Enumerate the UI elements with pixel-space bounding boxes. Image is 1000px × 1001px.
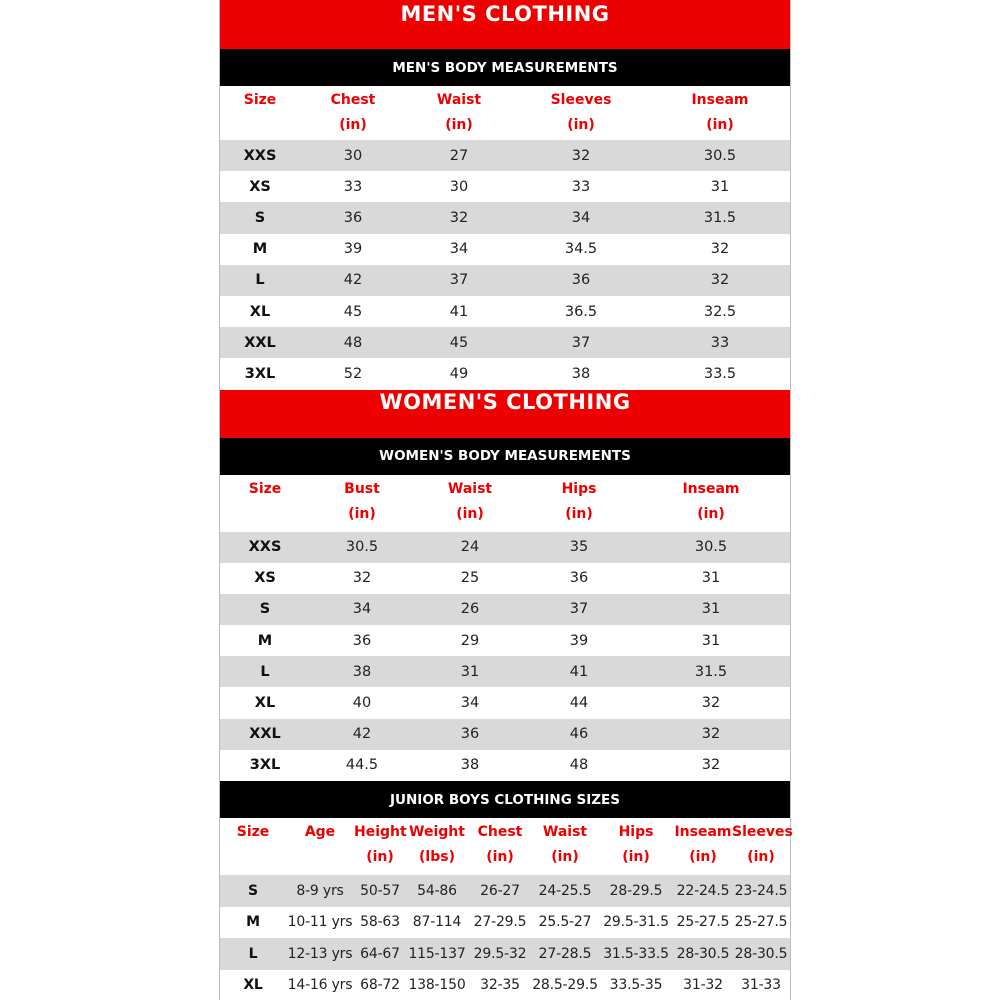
- table-cell: 32: [406, 202, 512, 233]
- table-cell: 25.5-27: [532, 907, 598, 939]
- table-cell: 52: [300, 358, 406, 389]
- table-cell: 115-137: [406, 938, 468, 970]
- table-cell: 37: [526, 594, 632, 625]
- size-label: XXS: [220, 140, 300, 171]
- column-name: Waist: [532, 820, 598, 845]
- table-cell: 34.5: [512, 234, 650, 265]
- table-row: [220, 687, 790, 718]
- table-cell: 41: [526, 656, 632, 687]
- mens-banner: [220, 0, 790, 49]
- table-cell: 44: [526, 687, 632, 718]
- table-cell: 35: [526, 532, 632, 563]
- table-cell: 25-27.5: [674, 907, 732, 939]
- size-label: S: [220, 875, 286, 907]
- table-row: [220, 625, 790, 656]
- column-unit: (in): [632, 502, 790, 527]
- table-row: [220, 938, 790, 970]
- table-row: [220, 656, 790, 687]
- womens-table: [220, 475, 790, 782]
- junior-body: [220, 875, 790, 1001]
- table-cell: 45: [300, 296, 406, 327]
- junior-subheader: [220, 781, 790, 818]
- table-cell: 34: [406, 234, 512, 265]
- junior-table: [220, 818, 790, 1001]
- table-cell: 22-24.5: [674, 875, 732, 907]
- size-label: XL: [220, 687, 310, 718]
- column-name: Chest: [300, 88, 406, 113]
- table-cell: 28-30.5: [732, 938, 790, 970]
- table-cell: 33: [512, 171, 650, 202]
- mens-col-header: [650, 86, 790, 140]
- size-label: XXL: [220, 327, 300, 358]
- table-cell: 37: [406, 265, 512, 296]
- column-unit: (in): [598, 845, 674, 870]
- table-cell: 30: [406, 171, 512, 202]
- table-cell: 30.5: [632, 532, 790, 563]
- column-unit: (lbs): [406, 845, 468, 870]
- table-cell: 36.5: [512, 296, 650, 327]
- column-name: Sleeves: [512, 88, 650, 113]
- table-cell: 12-13 yrs: [286, 938, 354, 970]
- column-name: Inseam: [650, 88, 790, 113]
- table-cell: 33: [650, 327, 790, 358]
- womens-subheader: [220, 438, 790, 475]
- table-cell: 31-32: [674, 970, 732, 1001]
- mens-col-header: [512, 86, 650, 140]
- womens-subheader-title: WOMEN'S BODY MEASUREMENTS: [379, 448, 631, 464]
- column-name: Size: [220, 88, 300, 113]
- table-cell: 38: [512, 358, 650, 389]
- table-cell: 34: [414, 687, 526, 718]
- table-cell: 14-16 yrs: [286, 970, 354, 1001]
- size-label: M: [220, 625, 310, 656]
- table-row: [220, 296, 790, 327]
- table-cell: 40: [310, 687, 414, 718]
- table-cell: 32: [512, 140, 650, 171]
- table-cell: 31.5: [650, 202, 790, 233]
- table-cell: 44.5: [310, 750, 414, 781]
- table-row: [220, 140, 790, 171]
- column-name: Chest: [468, 820, 532, 845]
- size-label: XL: [220, 296, 300, 327]
- column-name: Hips: [526, 477, 632, 502]
- column-unit: (in): [512, 113, 650, 138]
- table-cell: 32: [632, 719, 790, 750]
- table-row: [220, 234, 790, 265]
- table-row: [220, 875, 790, 907]
- junior-col-header: [406, 818, 468, 875]
- womens-banner: [220, 390, 790, 438]
- table-cell: 34: [512, 202, 650, 233]
- table-cell: 138-150: [406, 970, 468, 1001]
- column-unit: (in): [406, 113, 512, 138]
- mens-banner-title: MEN'S CLOTHING: [220, 0, 790, 26]
- table-cell: 31.5-33.5: [598, 938, 674, 970]
- table-cell: 33: [300, 171, 406, 202]
- size-label: L: [220, 656, 310, 687]
- table-row: [220, 594, 790, 625]
- womens-col-header: [526, 475, 632, 532]
- table-cell: 54-86: [406, 875, 468, 907]
- size-label: M: [220, 234, 300, 265]
- table-cell: 30.5: [650, 140, 790, 171]
- mens-table: [220, 86, 790, 390]
- size-chart: [219, 0, 791, 1000]
- table-cell: 10-11 yrs: [286, 907, 354, 939]
- table-cell: 42: [300, 265, 406, 296]
- table-cell: 32: [632, 687, 790, 718]
- column-unit: (in): [732, 845, 790, 870]
- junior-col-header: [468, 818, 532, 875]
- table-cell: 31: [632, 625, 790, 656]
- table-cell: 34: [310, 594, 414, 625]
- size-label: XL: [220, 970, 286, 1001]
- column-name: Height: [354, 820, 406, 845]
- junior-col-header: [532, 818, 598, 875]
- table-cell: 32: [632, 750, 790, 781]
- table-cell: 24: [414, 532, 526, 563]
- table-cell: 25-27.5: [732, 907, 790, 939]
- column-name: Waist: [406, 88, 512, 113]
- womens-body: [220, 532, 790, 782]
- table-row: [220, 265, 790, 296]
- column-name: Age: [286, 820, 354, 845]
- table-cell: 39: [300, 234, 406, 265]
- table-cell: 42: [310, 719, 414, 750]
- size-label: M: [220, 907, 286, 939]
- column-unit: (in): [310, 502, 414, 527]
- size-label: XS: [220, 171, 300, 202]
- size-label: XS: [220, 563, 310, 594]
- size-label: L: [220, 265, 300, 296]
- table-cell: 33.5-35: [598, 970, 674, 1001]
- mens-subheader-title: MEN'S BODY MEASUREMENTS: [392, 60, 617, 76]
- column-unit: (in): [532, 845, 598, 870]
- mens-col-header: [406, 86, 512, 140]
- column-name: Size: [220, 477, 310, 502]
- table-cell: 36: [526, 563, 632, 594]
- table-cell: 31: [632, 563, 790, 594]
- table-cell: 64-67: [354, 938, 406, 970]
- size-label: XXS: [220, 532, 310, 563]
- table-cell: 30: [300, 140, 406, 171]
- junior-header-row: [220, 818, 790, 875]
- table-cell: 38: [310, 656, 414, 687]
- womens-col-header: [310, 475, 414, 532]
- table-row: [220, 563, 790, 594]
- mens-col-header: [220, 86, 300, 140]
- table-cell: 8-9 yrs: [286, 875, 354, 907]
- womens-header-row: [220, 475, 790, 532]
- column-name: Inseam: [674, 820, 732, 845]
- size-label: XXL: [220, 719, 310, 750]
- column-name: Waist: [414, 477, 526, 502]
- table-cell: 28-29.5: [598, 875, 674, 907]
- table-cell: 31: [650, 171, 790, 202]
- column-unit: (in): [674, 845, 732, 870]
- table-cell: 36: [300, 202, 406, 233]
- table-cell: 27: [406, 140, 512, 171]
- table-cell: 36: [310, 625, 414, 656]
- mens-col-header: [300, 86, 406, 140]
- mens-body: [220, 140, 790, 390]
- mens-subheader: [220, 49, 790, 86]
- table-cell: 32: [650, 234, 790, 265]
- table-cell: 30.5: [310, 532, 414, 563]
- junior-col-header: [354, 818, 406, 875]
- table-cell: 33.5: [650, 358, 790, 389]
- womens-col-header: [632, 475, 790, 532]
- table-cell: 32.5: [650, 296, 790, 327]
- table-row: [220, 970, 790, 1001]
- column-name: Inseam: [632, 477, 790, 502]
- column-unit: (in): [300, 113, 406, 138]
- column-name: Size: [220, 820, 286, 845]
- size-label: S: [220, 202, 300, 233]
- table-cell: 38: [414, 750, 526, 781]
- table-cell: 48: [300, 327, 406, 358]
- column-unit: (in): [468, 845, 532, 870]
- table-cell: 36: [512, 265, 650, 296]
- table-cell: 32-35: [468, 970, 532, 1001]
- table-cell: 36: [414, 719, 526, 750]
- womens-col-header: [414, 475, 526, 532]
- table-cell: 25: [414, 563, 526, 594]
- junior-col-header: [674, 818, 732, 875]
- table-cell: 28.5-29.5: [532, 970, 598, 1001]
- table-cell: 32: [650, 265, 790, 296]
- mens-header-row: [220, 86, 790, 140]
- table-cell: 32: [310, 563, 414, 594]
- table-cell: 48: [526, 750, 632, 781]
- table-cell: 37: [512, 327, 650, 358]
- table-cell: 58-63: [354, 907, 406, 939]
- table-row: [220, 327, 790, 358]
- table-cell: 39: [526, 625, 632, 656]
- table-row: [220, 750, 790, 781]
- junior-col-header: [598, 818, 674, 875]
- womens-col-header: [220, 475, 310, 532]
- table-cell: 28-30.5: [674, 938, 732, 970]
- table-cell: 46: [526, 719, 632, 750]
- table-cell: 23-24.5: [732, 875, 790, 907]
- table-row: [220, 719, 790, 750]
- table-cell: 27-29.5: [468, 907, 532, 939]
- size-label: L: [220, 938, 286, 970]
- table-cell: 29.5-32: [468, 938, 532, 970]
- table-cell: 31: [632, 594, 790, 625]
- column-name: Sleeves: [732, 820, 790, 845]
- column-unit: (in): [414, 502, 526, 527]
- column-unit: (in): [526, 502, 632, 527]
- table-cell: 29.5-31.5: [598, 907, 674, 939]
- table-row: [220, 907, 790, 939]
- table-cell: 24-25.5: [532, 875, 598, 907]
- column-unit: (in): [354, 845, 406, 870]
- table-cell: 31.5: [632, 656, 790, 687]
- table-row: [220, 202, 790, 233]
- table-cell: 68-72: [354, 970, 406, 1001]
- column-name: Hips: [598, 820, 674, 845]
- column-name: Weight: [406, 820, 468, 845]
- table-cell: 29: [414, 625, 526, 656]
- junior-subheader-title: JUNIOR BOYS CLOTHING SIZES: [390, 792, 620, 808]
- table-cell: 26: [414, 594, 526, 625]
- womens-banner-title: WOMEN'S CLOTHING: [220, 390, 790, 414]
- table-row: [220, 532, 790, 563]
- table-row: [220, 358, 790, 389]
- junior-col-header: [732, 818, 790, 875]
- table-cell: 87-114: [406, 907, 468, 939]
- table-cell: 26-27: [468, 875, 532, 907]
- column-name: Bust: [310, 477, 414, 502]
- size-label: S: [220, 594, 310, 625]
- table-cell: 41: [406, 296, 512, 327]
- table-cell: 50-57: [354, 875, 406, 907]
- table-cell: 31: [414, 656, 526, 687]
- junior-col-header: [220, 818, 286, 875]
- table-row: [220, 171, 790, 202]
- table-cell: 49: [406, 358, 512, 389]
- size-label: 3XL: [220, 358, 300, 389]
- size-label: 3XL: [220, 750, 310, 781]
- table-cell: 45: [406, 327, 512, 358]
- column-unit: (in): [650, 113, 790, 138]
- table-cell: 27-28.5: [532, 938, 598, 970]
- table-cell: 31-33: [732, 970, 790, 1001]
- junior-col-header: [286, 818, 354, 875]
